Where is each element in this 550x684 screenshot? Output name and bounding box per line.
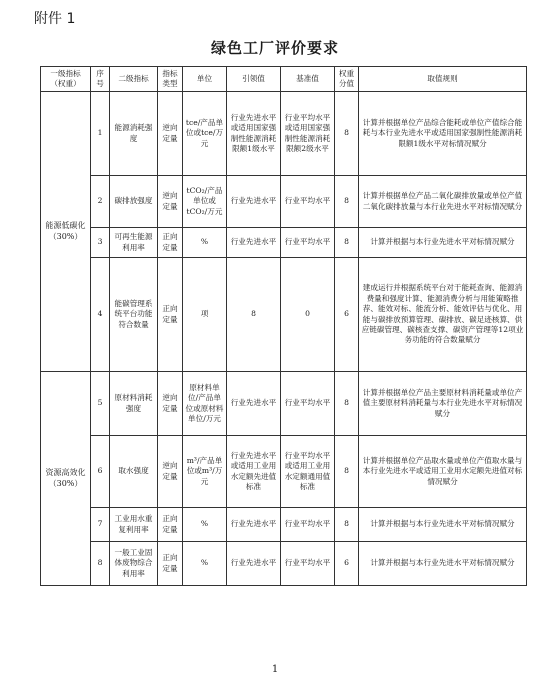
col-header-lead-value: 引领值 [227, 67, 281, 92]
table-row [41, 436, 527, 508]
weight-score: 8 [335, 92, 359, 176]
indicator-unit: tce/产品单位或tce/万元 [183, 92, 227, 176]
indicator-name: 可再生能源利用率 [110, 228, 158, 258]
scoring-rule: 计算并根据单位产品综合能耗或单位产值综合能耗与本行业先进水平或适用国家强制性能源消耗限额1级水平对标情况赋分 [359, 92, 527, 176]
weight-score: 8 [335, 228, 359, 258]
weight-score: 6 [335, 258, 359, 372]
col-header-rule: 取值规则 [359, 67, 527, 92]
document-title: 绿色工厂评价要求 [210, 39, 339, 57]
col-header-base-value: 基准值 [281, 67, 335, 92]
indicator-type: 正向定量 [158, 508, 183, 542]
lead-value: 行业先进水平或适用工业用水定额先进值标准 [227, 436, 281, 508]
col-header-level1: 一级指标（权重） [41, 67, 91, 92]
indicator-type: 逆向定量 [158, 176, 183, 228]
col-header-level2: 二级指标 [110, 67, 158, 92]
indicator-type: 逆向定量 [158, 436, 183, 508]
row-number: 3 [91, 228, 110, 258]
base-value: 行业平均水平 [281, 176, 335, 228]
lead-value: 行业先进水平 [227, 508, 281, 542]
weight-score: 8 [335, 508, 359, 542]
group-label-resource: 资源高效化（30%） [41, 372, 91, 586]
evaluation-table [40, 66, 527, 586]
lead-value: 行业先进水平或适用国家强制性能源消耗限额1级水平 [227, 92, 281, 176]
indicator-unit: 原材料单位/产品单位或原材料单位/万元 [183, 372, 227, 436]
indicator-unit: tCO₂/产品单位或tCO₂/万元 [183, 176, 227, 228]
table-header-row [41, 67, 527, 92]
indicator-unit: % [183, 542, 227, 586]
indicator-type: 逆向定量 [158, 372, 183, 436]
lead-value: 行业先进水平 [227, 372, 281, 436]
row-number: 7 [91, 508, 110, 542]
row-number: 1 [91, 92, 110, 176]
indicator-unit: 项 [183, 258, 227, 372]
table-row [41, 508, 527, 542]
indicator-name: 取水强度 [110, 436, 158, 508]
indicator-type: 正向定量 [158, 258, 183, 372]
scoring-rule: 建成运行并根据系统平台对于能耗查询、能源消费量和强度计算、能源消费分析与用能策略推荐、能效对标、能流分析、能效评估与优化、用能与碳排放预算管理、碳排放、碳足迹核算、供应链碳管理、碳核查支撑、碳资产管理等12项业务功能的符合数量赋分 [359, 258, 527, 372]
indicator-type: 正向定量 [158, 228, 183, 258]
page-number: 1 [271, 664, 279, 675]
indicator-name: 一般工业固体废物综合利用率 [110, 542, 158, 586]
lead-value: 8 [227, 258, 281, 372]
table-row [41, 228, 527, 258]
indicator-name: 工业用水重复利用率 [110, 508, 158, 542]
row-number: 6 [91, 436, 110, 508]
lead-value: 行业先进水平 [227, 542, 281, 586]
scoring-rule: 计算并根据与本行业先进水平对标情况赋分 [359, 542, 527, 586]
row-number: 5 [91, 372, 110, 436]
col-header-weight: 权重分值 [335, 67, 359, 92]
indicator-name: 原材料消耗强度 [110, 372, 158, 436]
col-header-number: 序号 [91, 67, 110, 92]
scoring-rule: 计算并根据单位产品主要原材料消耗量或单位产值主要原材料消耗量与本行业先进水平对标情况赋分 [359, 372, 527, 436]
base-value: 行业平均水平 [281, 228, 335, 258]
weight-score: 6 [335, 542, 359, 586]
weight-score: 8 [335, 176, 359, 228]
indicator-name: 碳排放强度 [110, 176, 158, 228]
base-value: 行业平均水平或适用国家强制性能源消耗限额2级水平 [281, 92, 335, 176]
base-value: 行业平均水平或适用工业用水定额通用值标准 [281, 436, 335, 508]
col-header-type: 指标类型 [158, 67, 183, 92]
base-value: 0 [281, 258, 335, 372]
indicator-type: 正向定量 [158, 542, 183, 586]
weight-score: 8 [335, 372, 359, 436]
indicator-unit: m³/产品单位或m³/万元 [183, 436, 227, 508]
table-row [41, 258, 527, 372]
group-label-energy: 能源低碳化（30%） [41, 92, 91, 372]
row-number: 4 [91, 258, 110, 372]
scoring-rule: 计算并根据与本行业先进水平对标情况赋分 [359, 508, 527, 542]
table-row [41, 542, 527, 586]
scoring-rule: 计算并根据单位产品取水量或单位产值取水量与本行业先进水平或适用工业用水定额先进值对标情况赋分 [359, 436, 527, 508]
col-header-unit: 单位 [183, 67, 227, 92]
base-value: 行业平均水平 [281, 372, 335, 436]
base-value: 行业平均水平 [281, 542, 335, 586]
indicator-name: 能源消耗强度 [110, 92, 158, 176]
indicator-unit: % [183, 508, 227, 542]
table-row [41, 176, 527, 228]
indicator-type: 逆向定量 [158, 92, 183, 176]
indicator-name: 能碳管理系统平台功能符合数量 [110, 258, 158, 372]
row-number: 8 [91, 542, 110, 586]
scoring-rule: 计算并根据与本行业先进水平对标情况赋分 [359, 228, 527, 258]
lead-value: 行业先进水平 [227, 228, 281, 258]
annex-label: 附件 1 [34, 11, 76, 27]
table-row [41, 92, 527, 176]
lead-value: 行业先进水平 [227, 176, 281, 228]
row-number: 2 [91, 176, 110, 228]
weight-score: 8 [335, 436, 359, 508]
scoring-rule: 计算并根据单位产品二氧化碳排放量或单位产值二氧化碳排放量与本行业先进水平对标情况赋分 [359, 176, 527, 228]
indicator-unit: % [183, 228, 227, 258]
base-value: 行业平均水平 [281, 508, 335, 542]
table-row [41, 372, 527, 436]
